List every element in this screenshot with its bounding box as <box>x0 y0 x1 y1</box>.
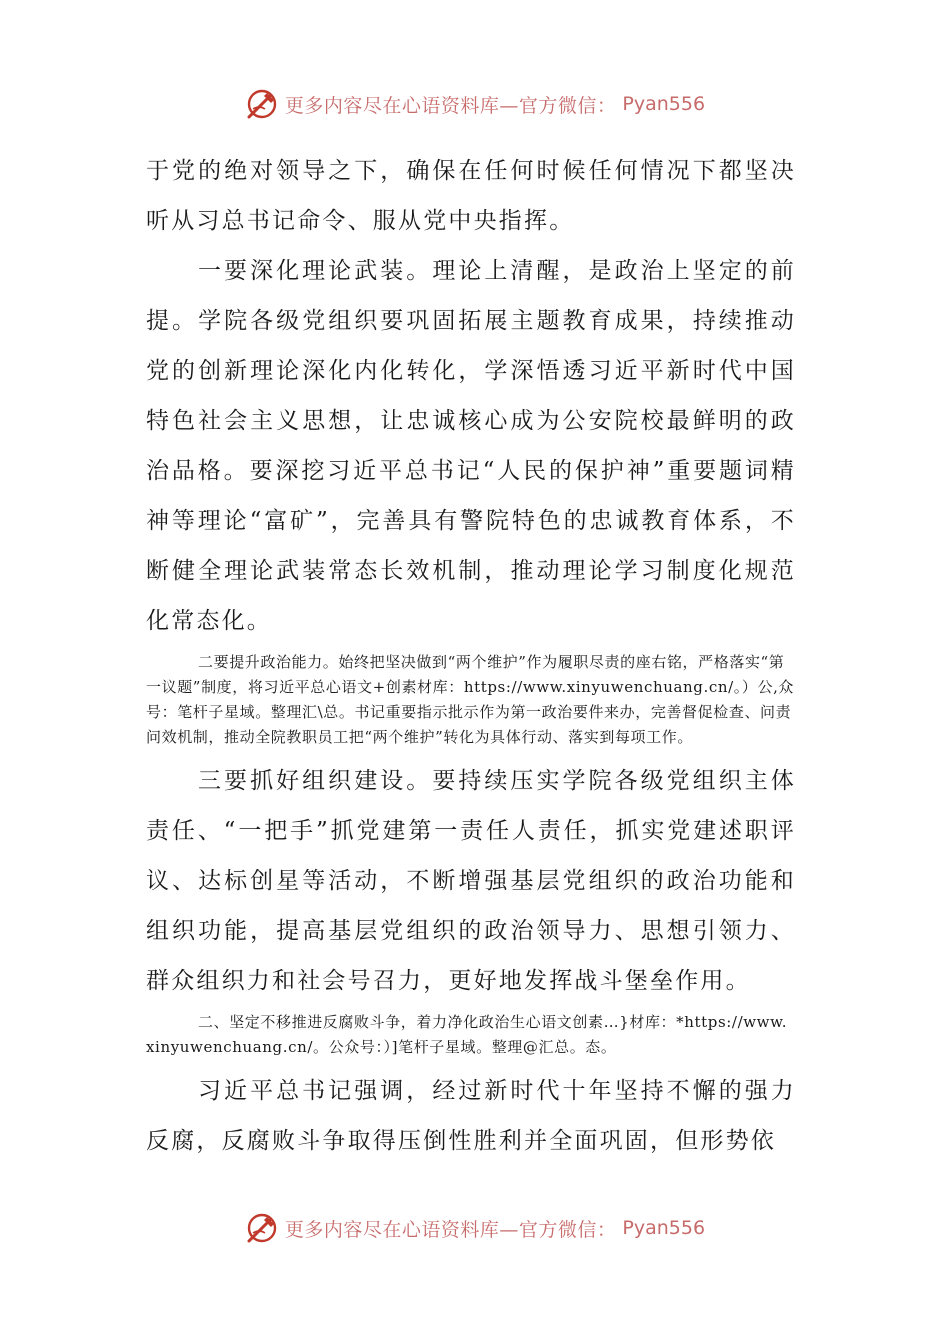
header-banner <box>0 84 950 124</box>
section-heading-anticorruption: 二、坚定不移推进反腐败斗争，着力净化政治生心语文创素…}材库：*https://www.xinyuwenchuang.cn/。公众号：）]笔杆子星域。整理@汇总。态。 <box>146 1013 788 1056</box>
footer-wechat-id: Pyan556 <box>622 1217 706 1239</box>
paragraph-political-ability: 二要提升政治能力。始终把坚决做到“两个维护”作为履职尽责的座右铭，严格落实“第一议题”制度，将习近平总心语文+创素材库：https://www.xinyuwenchuang.cn/。）公,众号：笔杆子星域。整理汇\总。书记重要指示批示作为第一政治要件来办，完善督促检查、问责问效机制，推动全院教职员工把“两个维护”转化为具体行动、落实到每项工作。 <box>146 653 795 746</box>
footer-banner-text: 更多内容尽在心语资料库—官方微信： <box>284 1218 617 1241</box>
document-body <box>146 146 796 1166</box>
pen-logo-icon <box>245 87 279 121</box>
paragraph-continued: 于党的绝对领导之下，确保在任何时候任何情况下都坚决听从习总书记命令、服从党中央指挥。 <box>146 158 796 234</box>
pen-logo-icon <box>245 1211 279 1245</box>
paragraph-organization: 三要抓好组织建设。要持续压实学院各级党组织主体责任、“一把手”抓党建第一责任人责任，抓实党建述职评议、达标创星等活动，不断增强基层党组织的政治功能和组织功能，提高基层党组织的政治领导力、思想引领力、群众组织力和社会号召力，更好地发挥战斗堡垒作用。 <box>146 768 796 994</box>
header-banner-text: 更多内容尽在心语资料库—官方微信： <box>284 94 617 117</box>
paragraph-theory: 一要深化理论武装。理论上清醒，是政治上坚定的前提。学院各级党组织要巩固拓展主题教育成果，持续推动党的创新理论深化内化转化，学深悟透习近平新时代中国特色社会主义思想，让忠诚核心成为公安院校最鲜明的政治品格。要深挖习近平总书记“人民的保护神”重要题词精神等理论“富矿”，完善具有警院特色的忠诚教育体系，不断健全理论武装常态长效机制，推动理论学习制度化规范化常态化。 <box>146 258 796 634</box>
header-banner-inner <box>245 87 705 121</box>
footer-banner-inner <box>245 1211 705 1245</box>
footer-banner <box>0 1208 950 1248</box>
paragraph-anticorruption: 习近平总书记强调，经过新时代十年坚持不懈的强力反腐，反腐败斗争取得压倒性胜利并全面巩固，但形势依 <box>146 1078 796 1154</box>
header-wechat-id: Pyan556 <box>622 93 706 115</box>
